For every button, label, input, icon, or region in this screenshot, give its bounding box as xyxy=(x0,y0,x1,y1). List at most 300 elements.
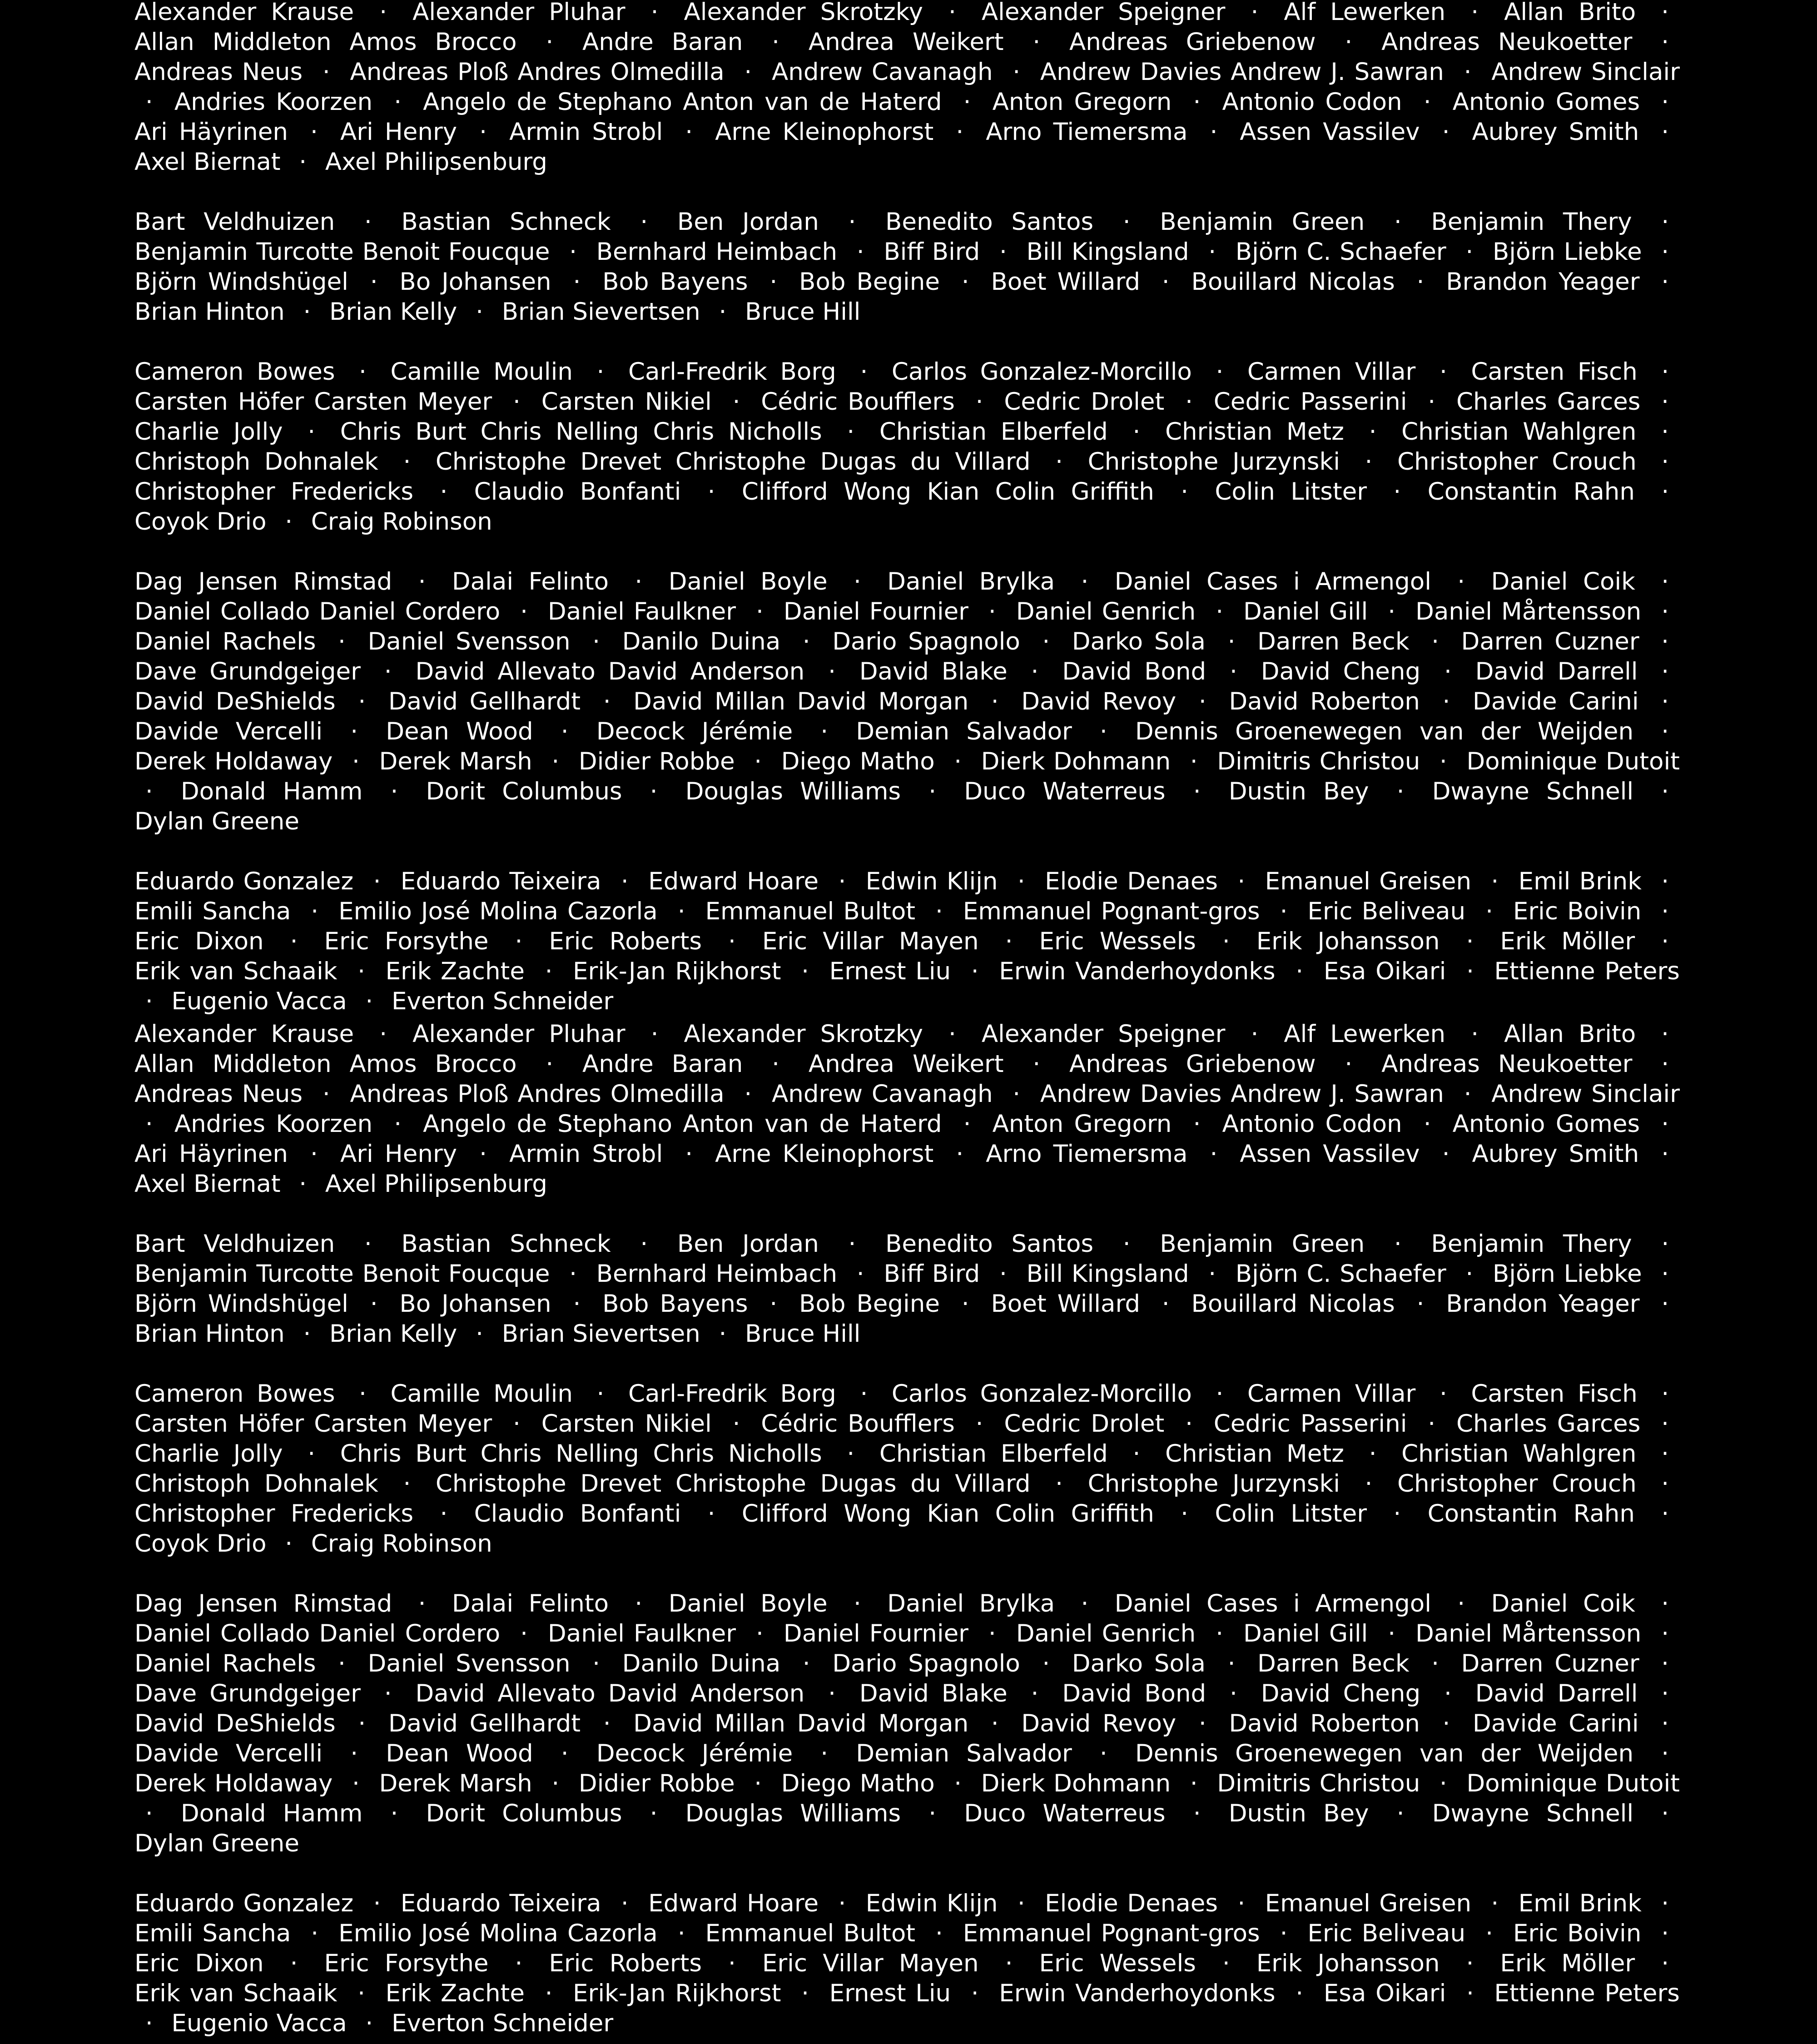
credit-name: Dave Grundgeiger xyxy=(134,1680,361,1707)
credit-name: Emil Brink xyxy=(1518,868,1642,895)
separator-dot: · xyxy=(1230,1680,1237,1707)
separator-dot: · xyxy=(1471,0,1479,26)
separator-dot: · xyxy=(707,478,715,506)
credit-name: Andrew Davies Andrew J. Sawran xyxy=(1040,58,1444,86)
credit-name: Armin Strobl xyxy=(509,118,663,146)
credit-name: Alexander Krause xyxy=(134,0,354,26)
credit-name: Alexander Pluhar xyxy=(412,0,626,26)
separator-dot: · xyxy=(828,658,836,685)
credit-name: Alexander Pluhar xyxy=(412,1022,626,1048)
separator-dot: · xyxy=(546,1050,554,1078)
credit-name: Camille Moulin xyxy=(390,358,573,386)
separator-dot: · xyxy=(853,1590,861,1617)
credit-name: Björn C. Schaefer xyxy=(1235,1260,1446,1288)
credit-name: Brian Kelly xyxy=(329,298,457,326)
separator-dot: · xyxy=(551,748,560,775)
separator-dot: · xyxy=(732,388,740,416)
separator-dot: · xyxy=(1439,748,1447,775)
separator-dot: · xyxy=(1227,1650,1236,1677)
separator-dot: · xyxy=(1013,1080,1021,1108)
separator-dot: · xyxy=(379,1022,387,1048)
separator-dot: · xyxy=(802,1650,810,1677)
separator-dot: · xyxy=(1345,1050,1353,1078)
separator-dot: · xyxy=(1439,358,1447,386)
separator-dot: · xyxy=(928,778,937,805)
separator-dot: · xyxy=(418,1590,426,1617)
separator-dot: · xyxy=(592,628,600,655)
credit-name: Derek Holdaway xyxy=(134,1770,333,1797)
credit-name: Björn Windshügel xyxy=(134,1290,348,1318)
separator-dot: · xyxy=(1661,628,1669,655)
separator-dot: · xyxy=(1416,1290,1425,1318)
separator-dot: · xyxy=(1661,928,1669,955)
credit-name: Erik Möller xyxy=(1500,928,1635,955)
credit-name: Christian Elberfeld xyxy=(879,1440,1108,1468)
credit-name: Christophe Jurzynski xyxy=(1087,448,1340,476)
separator-dot: · xyxy=(364,1230,372,1258)
credit-name: Benedito Santos xyxy=(885,1230,1094,1258)
credit-name: Alexander Skrotzky xyxy=(684,0,923,26)
separator-dot: · xyxy=(311,1920,319,1947)
separator-dot: · xyxy=(1365,1470,1373,1498)
separator-dot: · xyxy=(365,2009,373,2037)
separator-dot: · xyxy=(379,0,387,26)
credit-name: Bart Veldhuizen xyxy=(134,1230,335,1258)
credit-name: Chris Burt Chris Nelling Chris Nicholls xyxy=(340,418,822,446)
separator-dot: · xyxy=(1661,1740,1669,1767)
credit-name: Emili Sancha xyxy=(134,898,291,925)
credit-name: Daniel Cases i Armengol xyxy=(1114,1590,1431,1617)
separator-dot: · xyxy=(1661,1680,1669,1707)
separator-dot: · xyxy=(1296,958,1304,985)
separator-dot: · xyxy=(1661,1620,1669,1647)
separator-dot: · xyxy=(954,1770,962,1797)
credit-name: Aubrey Smith xyxy=(1472,118,1639,146)
separator-dot: · xyxy=(1005,1950,1013,1977)
credit-name: Carsten Nikiel xyxy=(541,388,712,416)
separator-dot: · xyxy=(418,568,426,595)
separator-dot: · xyxy=(963,88,971,116)
credit-name: Alexander Speigner xyxy=(981,1022,1226,1048)
credit-name: Christophe Jurzynski xyxy=(1087,1470,1340,1498)
separator-dot: · xyxy=(364,208,372,236)
separator-dot: · xyxy=(551,1770,560,1797)
credits-list-repeat xyxy=(0,1022,1817,2044)
separator-dot: · xyxy=(1464,1080,1472,1108)
credit-name: Craig Robinson xyxy=(311,508,492,536)
separator-dot: · xyxy=(856,238,864,266)
separator-dot: · xyxy=(1210,118,1218,146)
credit-name: Bob Begine xyxy=(799,268,940,296)
separator-dot: · xyxy=(1394,208,1402,236)
separator-dot: · xyxy=(308,1440,316,1468)
separator-dot: · xyxy=(1393,478,1401,506)
separator-dot: · xyxy=(310,118,318,146)
credit-name: Brian Sievertsen xyxy=(501,1320,700,1348)
credit-name: Carl-Fredrik Borg xyxy=(628,1380,836,1408)
credit-name: Daniel Rachels xyxy=(134,1650,316,1677)
credit-name: Andrew Davies Andrew J. Sawran xyxy=(1040,1080,1444,1108)
credit-name: Assen Vassilev xyxy=(1240,118,1420,146)
separator-dot: · xyxy=(1431,628,1439,655)
credit-name: Ari Häyrinen xyxy=(134,1140,288,1168)
credit-name: Edward Hoare xyxy=(648,868,819,895)
credit-name: Darren Cuzner xyxy=(1461,1650,1639,1677)
credit-name: Eugenio Vacca xyxy=(171,987,347,1015)
credit-name: Bouillard Nicolas xyxy=(1191,1290,1395,1318)
credit-name: Eugenio Vacca xyxy=(171,2009,347,2037)
credit-name: David Cheng xyxy=(1261,1680,1421,1707)
separator-dot: · xyxy=(948,0,956,26)
credit-name: Antonio Gomes xyxy=(1452,88,1640,116)
credit-name: Arne Kleinophorst xyxy=(715,1140,934,1168)
credit-name: Christian Wahlgren xyxy=(1401,1440,1637,1468)
credit-name: David Revoy xyxy=(1021,688,1177,715)
credit-name: Emmanuel Bultot xyxy=(705,1920,916,1947)
separator-dot: · xyxy=(1485,1920,1493,1947)
separator-dot: · xyxy=(1296,1980,1304,2007)
separator-dot: · xyxy=(350,1740,358,1767)
credit-name: Andre Baran xyxy=(582,1050,743,1078)
credit-name: Daniel Svensson xyxy=(367,1650,571,1677)
separator-dot: · xyxy=(707,1500,715,1528)
separator-dot: · xyxy=(359,358,367,386)
credit-name: Ari Henry xyxy=(340,1140,457,1168)
separator-dot: · xyxy=(299,1170,307,1198)
credit-name: Edwin Klijn xyxy=(865,868,998,895)
credit-name: Björn Liebke xyxy=(1492,1260,1642,1288)
separator-dot: · xyxy=(1661,1140,1669,1168)
credit-name: Cedric Drolet xyxy=(1004,388,1165,416)
separator-dot: · xyxy=(975,388,983,416)
separator-dot: · xyxy=(520,1620,528,1647)
credit-name: Davide Vercelli xyxy=(134,1740,323,1767)
credits-section-d xyxy=(134,567,1680,837)
credit-name: Claudio Bonfanti xyxy=(474,478,681,506)
credit-name: Assen Vassilev xyxy=(1240,1140,1420,1168)
separator-dot: · xyxy=(1428,388,1436,416)
separator-dot: · xyxy=(1661,0,1669,26)
credit-name: David Allevato David Anderson xyxy=(415,1680,805,1707)
separator-dot: · xyxy=(1661,1050,1669,1078)
separator-dot: · xyxy=(1230,658,1237,685)
credits-section-e xyxy=(134,867,1680,1017)
separator-dot: · xyxy=(1661,1500,1669,1528)
credit-name: Daniel Gill xyxy=(1243,598,1368,625)
separator-dot: · xyxy=(956,1140,964,1168)
separator-dot: · xyxy=(935,1920,943,1947)
separator-dot: · xyxy=(1193,88,1201,116)
separator-dot: · xyxy=(772,28,780,56)
separator-dot: · xyxy=(1661,388,1669,416)
separator-dot: · xyxy=(145,1110,153,1138)
credit-name: Andreas Ploß Andres Olmedilla xyxy=(350,1080,725,1108)
separator-dot: · xyxy=(603,1710,611,1737)
separator-dot: · xyxy=(1442,1140,1450,1168)
credit-name: Ben Jordan xyxy=(677,1230,819,1258)
separator-dot: · xyxy=(928,1800,937,1827)
separator-dot: · xyxy=(1661,1650,1669,1677)
credit-name: Erik Johansson xyxy=(1256,1950,1440,1977)
separator-dot: · xyxy=(1017,868,1025,895)
credit-name: Daniel Brylka xyxy=(887,568,1055,595)
separator-dot: · xyxy=(546,28,554,56)
credits-section-a xyxy=(134,0,1680,177)
separator-dot: · xyxy=(1193,1110,1201,1138)
separator-dot: · xyxy=(476,1320,483,1348)
separator-dot: · xyxy=(1388,1620,1396,1647)
credit-name: Douglas Williams xyxy=(685,1800,901,1827)
credit-name: Eric Roberts xyxy=(549,1950,702,1977)
separator-dot: · xyxy=(1394,1230,1402,1258)
credit-name: Daniel Genrich xyxy=(1016,598,1196,625)
credit-name: Ernest Liu xyxy=(829,1980,951,2007)
credit-name: Ettienne Peters xyxy=(1494,958,1680,985)
credit-name: Erik Möller xyxy=(1500,1950,1635,1977)
credit-name: Cedric Drolet xyxy=(1004,1410,1165,1438)
separator-dot: · xyxy=(145,88,153,116)
credit-name: Bill Kingsland xyxy=(1026,238,1189,266)
credit-name: Dylan Greene xyxy=(134,808,299,835)
credit-name: Christopher Fredericks xyxy=(134,478,414,506)
separator-dot: · xyxy=(961,1290,969,1318)
credit-name: Christoph Dohnalek xyxy=(134,448,378,476)
credit-name: Diego Matho xyxy=(781,1770,935,1797)
credit-name: Emmanuel Pognant-gros xyxy=(963,898,1260,925)
separator-dot: · xyxy=(1661,1110,1669,1138)
credit-name: Dustin Bey xyxy=(1228,1800,1369,1827)
separator-dot: · xyxy=(1661,418,1669,446)
credit-name: Daniel Svensson xyxy=(367,628,571,655)
credit-name: Dag Jensen Rimstad xyxy=(134,568,392,595)
credit-name: Duco Waterreus xyxy=(964,1800,1166,1827)
separator-dot: · xyxy=(1661,208,1669,236)
separator-dot: · xyxy=(357,958,365,985)
separator-dot: · xyxy=(370,1290,378,1318)
separator-dot: · xyxy=(1661,1380,1669,1408)
separator-dot: · xyxy=(719,298,727,326)
credit-name: Bob Bayens xyxy=(602,268,748,296)
credit-name: Allan Brito xyxy=(1504,0,1636,26)
separator-dot: · xyxy=(476,298,483,326)
separator-dot: · xyxy=(635,1590,643,1617)
separator-dot: · xyxy=(744,1080,752,1108)
credit-name: Dalai Felinto xyxy=(452,1590,609,1617)
separator-dot: · xyxy=(394,1110,402,1138)
separator-dot: · xyxy=(1162,268,1170,296)
credit-name: Brandon Yeager xyxy=(1446,1290,1640,1318)
separator-dot: · xyxy=(1013,58,1021,86)
credit-name: Eduardo Teixeira xyxy=(400,868,601,895)
credit-name: Antonio Gomes xyxy=(1452,1110,1640,1138)
credit-name: Dominique Dutoit xyxy=(1466,748,1680,775)
credit-name: Aubrey Smith xyxy=(1472,1140,1639,1168)
separator-dot: · xyxy=(1661,658,1669,685)
credit-name: Alf Lewerken xyxy=(1284,1022,1446,1048)
credit-name: Alf Lewerken xyxy=(1284,0,1446,26)
separator-dot: · xyxy=(322,58,330,86)
separator-dot: · xyxy=(1055,1470,1063,1498)
credit-name: Alexander Skrotzky xyxy=(684,1022,923,1048)
separator-dot: · xyxy=(1237,1890,1246,1917)
separator-dot: · xyxy=(1491,868,1499,895)
credit-name: Dwayne Schnell xyxy=(1432,1800,1634,1827)
separator-dot: · xyxy=(1162,1290,1170,1318)
credit-name: Allan Middleton Amos Brocco xyxy=(134,1050,517,1078)
separator-dot: · xyxy=(1031,1680,1039,1707)
separator-dot: · xyxy=(991,688,999,715)
separator-dot: · xyxy=(515,928,523,955)
credit-name: Bo Johansen xyxy=(399,268,551,296)
separator-dot: · xyxy=(1208,1260,1216,1288)
separator-dot: · xyxy=(310,1140,318,1168)
credit-name: Charlie Jolly xyxy=(134,1440,283,1468)
credit-name: David Allevato David Anderson xyxy=(415,658,805,685)
credit-name: Cameron Bowes xyxy=(134,1380,335,1408)
separator-dot: · xyxy=(1122,1230,1131,1258)
separator-dot: · xyxy=(853,568,861,595)
separator-dot: · xyxy=(988,1620,996,1647)
credit-name: Allan Brito xyxy=(1504,1022,1636,1048)
separator-dot: · xyxy=(1369,418,1377,446)
credit-name: Cédric Boufflers xyxy=(761,1410,955,1438)
credit-name: Clifford Wong Kian Colin Griffith xyxy=(741,478,1154,506)
credit-name: Emilio José Molina Cazorla xyxy=(338,1920,658,1947)
credit-name: Eric Beliveau xyxy=(1307,1920,1466,1947)
separator-dot: · xyxy=(971,1980,979,2007)
separator-dot: · xyxy=(1216,358,1224,386)
credit-name: Darko Sola xyxy=(1072,1650,1206,1677)
separator-dot: · xyxy=(290,1950,298,1977)
credit-name: David Bond xyxy=(1062,658,1206,685)
credit-name: Erik van Schaaik xyxy=(134,958,338,985)
credit-name: Derek Marsh xyxy=(379,1770,532,1797)
separator-dot: · xyxy=(1081,568,1089,595)
credit-name: Björn Liebke xyxy=(1492,238,1642,266)
separator-dot: · xyxy=(1099,718,1107,745)
separator-dot: · xyxy=(961,268,969,296)
credit-name: Christian Metz xyxy=(1165,418,1344,446)
separator-dot: · xyxy=(303,298,311,326)
separator-dot: · xyxy=(145,1800,153,1827)
credit-name: Christopher Crouch xyxy=(1397,1470,1637,1498)
credit-name: Björn C. Schaefer xyxy=(1235,238,1446,266)
separator-dot: · xyxy=(1661,448,1669,476)
credits-section-c xyxy=(134,1379,1680,1559)
credit-name: Constantin Rahn xyxy=(1427,1500,1635,1528)
credit-name: Eric Dixon xyxy=(134,1950,264,1977)
separator-dot: · xyxy=(650,0,659,26)
separator-dot: · xyxy=(1661,1260,1669,1288)
credit-name: Andries Koorzen xyxy=(174,1110,373,1138)
separator-dot: · xyxy=(1388,598,1396,625)
separator-dot: · xyxy=(621,1890,629,1917)
credit-name: Didier Robbe xyxy=(578,1770,735,1797)
credit-name: Dalai Felinto xyxy=(452,568,609,595)
credit-name: Darren Cuzner xyxy=(1461,628,1639,655)
separator-dot: · xyxy=(820,718,829,745)
credit-name: Davide Carini xyxy=(1472,688,1639,715)
separator-dot: · xyxy=(338,1650,346,1677)
credit-name: Alexander Krause xyxy=(134,1022,354,1048)
separator-dot: · xyxy=(1442,1710,1450,1737)
credit-name: David Millan David Morgan xyxy=(633,688,969,715)
credit-name: Dimitris Christou xyxy=(1217,748,1420,775)
separator-dot: · xyxy=(1216,1380,1224,1408)
credit-name: Eric Wessels xyxy=(1039,1950,1196,1977)
credit-name: Daniel Coik xyxy=(1491,568,1635,595)
separator-dot: · xyxy=(1423,88,1431,116)
separator-dot: · xyxy=(603,688,611,715)
separator-dot: · xyxy=(802,628,810,655)
separator-dot: · xyxy=(285,1530,293,1558)
credit-name: Duco Waterreus xyxy=(964,778,1166,805)
credit-name: Angelo de Stephano Anton van de Haterd xyxy=(423,88,942,116)
separator-dot: · xyxy=(685,118,693,146)
separator-dot: · xyxy=(1017,1890,1025,1917)
credit-name: Daniel Boyle xyxy=(668,568,828,595)
separator-dot: · xyxy=(1466,1980,1474,2007)
separator-dot: · xyxy=(569,238,577,266)
separator-dot: · xyxy=(515,1950,523,1977)
credit-name: Craig Robinson xyxy=(311,1530,492,1558)
separator-dot: · xyxy=(848,208,856,236)
credit-name: Benjamin Thery xyxy=(1431,208,1632,236)
credit-name: Andries Koorzen xyxy=(174,88,373,116)
credit-name: David Millan David Morgan xyxy=(633,1710,969,1737)
credit-name: Camille Moulin xyxy=(390,1380,573,1408)
separator-dot: · xyxy=(847,1440,855,1468)
separator-dot: · xyxy=(1393,1500,1401,1528)
credit-name: Bastian Schneck xyxy=(401,1230,611,1258)
separator-dot: · xyxy=(685,1140,693,1168)
credit-name: Dierk Dohmann xyxy=(981,748,1171,775)
separator-dot: · xyxy=(956,118,964,146)
credit-name: Ernest Liu xyxy=(829,958,951,985)
separator-dot: · xyxy=(1198,688,1206,715)
separator-dot: · xyxy=(359,1380,367,1408)
credit-name: Bart Veldhuizen xyxy=(134,208,335,236)
separator-dot: · xyxy=(847,418,855,446)
credit-name: Decock Jérémie xyxy=(596,718,793,745)
credit-name: Erik van Schaaik xyxy=(134,1980,338,2007)
separator-dot: · xyxy=(479,1140,487,1168)
credit-name: Bernhard Heimbach xyxy=(596,238,838,266)
credit-name: Allan Middleton Amos Brocco xyxy=(134,28,517,56)
credit-name: Benjamin Turcotte Benoit Foucque xyxy=(134,238,550,266)
credit-name: Charlie Jolly xyxy=(134,418,283,446)
credit-name: Andrew Sinclair xyxy=(1491,58,1680,86)
separator-dot: · xyxy=(394,88,402,116)
credit-name: Eric Roberts xyxy=(549,928,702,955)
credit-name: Dylan Greene xyxy=(134,1830,299,1857)
separator-dot: · xyxy=(1444,658,1452,685)
separator-dot: · xyxy=(358,688,366,715)
separator-dot: · xyxy=(1661,88,1669,116)
separator-dot: · xyxy=(373,1890,381,1917)
credit-name: Andrew Sinclair xyxy=(1491,1080,1680,1108)
credits-text xyxy=(134,1022,1680,2044)
separator-dot: · xyxy=(573,1290,581,1318)
separator-dot: · xyxy=(352,1770,360,1797)
separator-dot: · xyxy=(569,1260,577,1288)
credit-name: Christian Metz xyxy=(1165,1440,1344,1468)
credit-name: Arno Tiemersma xyxy=(986,118,1188,146)
credit-name: Daniel Mårtensson xyxy=(1415,598,1642,625)
credit-name: Erwin Vanderhoydonks xyxy=(999,958,1276,985)
credit-name: Christopher Crouch xyxy=(1397,448,1637,476)
credit-name: Brian Hinton xyxy=(134,1320,285,1348)
